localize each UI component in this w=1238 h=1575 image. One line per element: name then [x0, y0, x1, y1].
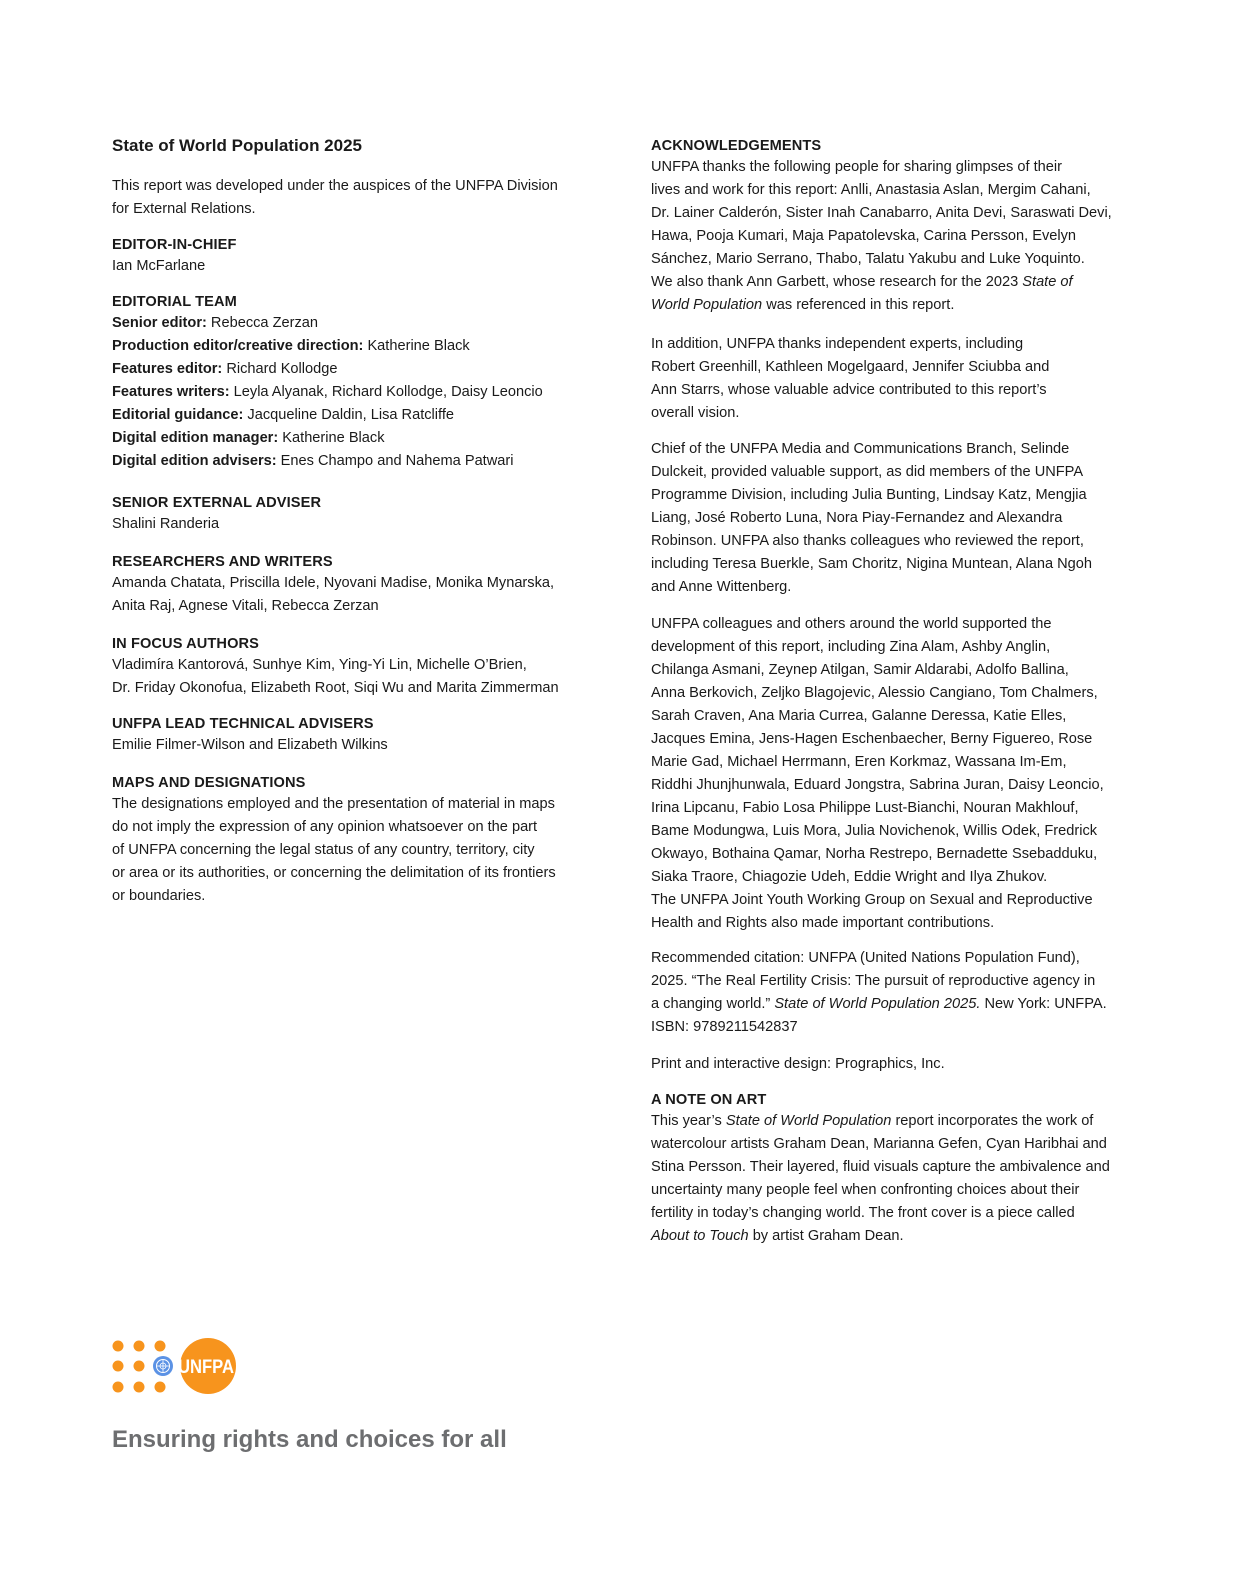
citation-line: Recommended citation: UNFPA (United Nations Population Fund),	[651, 950, 1080, 966]
colleagues-line: UNFPA colleagues and others around the world supported the	[651, 616, 1052, 632]
logo-dot	[155, 1341, 166, 1352]
logo-dot	[155, 1382, 166, 1393]
media-line: Robinson. UNFPA also thanks colleagues who reviewed the report,	[651, 533, 1084, 549]
citation-text: New York: UNFPA.	[980, 996, 1107, 1012]
experts-paragraph	[651, 333, 1151, 425]
section-heading: EDITOR-IN-CHIEF	[112, 237, 237, 253]
colleagues-line: Chilanga Asmani, Zeynep Atilgan, Samir Aldarabi, Adolfo Ballina,	[651, 662, 1069, 678]
logo-dot	[113, 1361, 124, 1372]
art-text: by artist Graham Dean.	[748, 1228, 904, 1244]
experts-line: overall vision.	[651, 405, 740, 421]
intro-line: for External Relations.	[112, 201, 256, 217]
citation-text: a changing world.”	[651, 996, 775, 1012]
colleagues-line: development of this report, including Zina Alam, Ashby Anglin,	[651, 639, 1051, 655]
role-value: Jacqueline Daldin, Lisa Ratcliffe	[243, 407, 455, 423]
ack-text: We also thank Ann Garbett, whose research for the 2023	[651, 274, 1023, 290]
acknowledgements-section	[651, 136, 1151, 317]
authors-line: Vladimíra Kantorová, Sunhye Kim, Ying-Yi Lin, Michelle O’Brien,	[112, 657, 527, 673]
ack-line	[651, 271, 1151, 294]
ack-italic-title: State of	[1022, 274, 1073, 290]
citation-italic-title: State of World Population 2025.	[774, 996, 981, 1012]
in-focus-authors-section	[112, 634, 612, 700]
role-value: Rebecca Zerzan	[206, 315, 319, 331]
role-label: Features writers:	[112, 384, 230, 400]
ack-text: was referenced in this report.	[762, 297, 955, 313]
ack-line: Hawa, Pooja Kumari, Maja Papatolevska, Carina Persson, Evelyn	[651, 228, 1077, 244]
maps-line: do not imply the expression of any opinion whatsoever on the part	[112, 819, 538, 835]
citation-line	[651, 993, 1151, 1016]
editor-in-chief-name: Ian McFarlane	[112, 258, 206, 274]
design-credit: Print and interactive design: Prographics, Inc.	[651, 1056, 945, 1072]
intro-line: This report was developed under the auspices of the UNFPA Division	[112, 178, 558, 194]
experts-line: Ann Starrs, whose valuable advice contributed to this report’s	[651, 382, 1047, 398]
logo-dot	[113, 1341, 124, 1352]
role-line	[112, 404, 612, 427]
maps-line: The designations employed and the presentation of material in maps	[112, 796, 555, 812]
citation-line: 2025. “The Real Fertility Crisis: The pursuit of reproductive agency in	[651, 973, 1096, 989]
ack-italic-title: World Population	[651, 297, 763, 313]
art-line: watercolour artists Graham Dean, Marianna Gefen, Cyan Haribhai and	[651, 1136, 1107, 1152]
unfpa-logo	[110, 1336, 240, 1396]
media-line: and Anne Wittenberg.	[651, 579, 792, 595]
section-heading: A NOTE ON ART	[651, 1092, 767, 1108]
art-line: uncertainty many people feel when confronting choices about their	[651, 1182, 1080, 1198]
section-heading: UNFPA LEAD TECHNICAL ADVISERS	[112, 716, 374, 732]
art-italic-title: About to Touch	[651, 1228, 749, 1244]
technical-advisers-section	[112, 714, 612, 757]
ack-line: lives and work for this report: Anlli, Anastasia Aslan, Mergim Cahani,	[651, 182, 1091, 198]
colleagues-line: Okwayo, Bothaina Qamar, Norha Restrepo, Bernadette Ssebadduku,	[651, 846, 1098, 862]
ack-line: UNFPA thanks the following people for sharing glimpses of their	[651, 159, 1062, 175]
maps-line: of UNFPA concerning the legal status of any country, territory, city	[112, 842, 535, 858]
role-line	[112, 312, 612, 335]
colleagues-line: Sarah Craven, Ana Maria Currea, Galanne Deressa, Katie Elles,	[651, 708, 1067, 724]
colleagues-line: Anna Berkovich, Zeljko Blagojevic, Alessio Cangiano, Tom Chalmers,	[651, 685, 1098, 701]
media-line: Liang, José Roberto Luna, Nora Piay-Fernandez and Alexandra	[651, 510, 1063, 526]
art-line	[651, 1110, 1151, 1133]
ack-line: Sánchez, Mario Serrano, Thabo, Talatu Yakubu and Luke Yoquinto.	[651, 251, 1085, 267]
ack-line: Dr. Lainer Calderón, Sister Inah Canabarro, Anita Devi, Saraswati Devi,	[651, 205, 1112, 221]
media-paragraph	[651, 438, 1151, 599]
section-heading: EDITORIAL TEAM	[112, 294, 237, 310]
art-text: report incorporates the work of	[891, 1113, 1094, 1129]
editor-in-chief-section	[112, 235, 612, 278]
colleagues-paragraph	[651, 613, 1151, 935]
section-heading: MAPS AND DESIGNATIONS	[112, 775, 306, 791]
role-value: Enes Champo and Nahema Patwari	[276, 453, 514, 469]
intro-paragraph	[112, 175, 612, 221]
media-line: Programme Division, including Julia Bunting, Lindsay Katz, Mengjia	[651, 487, 1087, 503]
editorial-team-section	[112, 292, 612, 473]
role-line	[112, 427, 612, 450]
tagline: Ensuring rights and choices for all	[112, 1426, 507, 1453]
art-line: Stina Persson. Their layered, fluid visuals capture the ambivalence and	[651, 1159, 1110, 1175]
logo-dot	[134, 1382, 145, 1393]
colleagues-line: Riddhi Jhunjhunwala, Eduard Jongstra, Sabrina Juran, Daisy Leoncio,	[651, 777, 1104, 793]
maps-designations-section	[112, 773, 612, 908]
role-line	[112, 381, 612, 404]
media-line: Chief of the UNFPA Media and Communications Branch, Selinde	[651, 441, 1070, 457]
ack-line	[651, 294, 1151, 317]
colleagues-line: Health and Rights also made important contributions.	[651, 915, 995, 931]
maps-line: or boundaries.	[112, 888, 206, 904]
role-label: Senior editor:	[112, 315, 207, 331]
role-label: Editorial guidance:	[112, 407, 244, 423]
logo-text: UNFPA	[178, 1357, 235, 1378]
role-line	[112, 335, 612, 358]
logo-dot	[134, 1341, 145, 1352]
researchers-section	[112, 552, 612, 618]
role-label: Digital edition manager:	[112, 430, 279, 446]
art-line: fertility in today’s changing world. The front cover is a piece called	[651, 1205, 1075, 1221]
role-label: Features editor:	[112, 361, 223, 377]
colleagues-line: The UNFPA Joint Youth Working Group on Sexual and Reproductive	[651, 892, 1093, 908]
experts-line: In addition, UNFPA thanks independent experts, including	[651, 336, 1024, 352]
logo-dot	[113, 1382, 124, 1393]
role-line	[112, 450, 612, 473]
report-title: State of World Population 2025	[112, 136, 362, 155]
senior-external-adviser-section	[112, 493, 612, 536]
isbn: ISBN: 9789211542837	[651, 1019, 798, 1035]
section-heading: RESEARCHERS AND WRITERS	[112, 554, 333, 570]
role-line	[112, 358, 612, 381]
media-line: including Teresa Buerkle, Sam Choritz, Nigina Muntean, Alana Ngoh	[651, 556, 1093, 572]
colleagues-line: Bame Modungwa, Luis Mora, Julia Novichenok, Willis Odek, Fredrick	[651, 823, 1098, 839]
note-on-art-section	[651, 1090, 1151, 1248]
adviser-name: Shalini Randeria	[112, 516, 220, 532]
art-line	[651, 1225, 1151, 1248]
un-emblem-icon	[153, 1356, 173, 1376]
researchers-line: Anita Raj, Agnese Vitali, Rebecca Zerzan	[112, 598, 379, 614]
role-label: Production editor/creative direction:	[112, 338, 364, 354]
role-label: Digital edition advisers:	[112, 453, 277, 469]
colleagues-line: Irina Lipcanu, Fabio Losa Philippe Lust-Bianchi, Nouran Makhlouf,	[651, 800, 1079, 816]
role-value: Richard Kollodge	[222, 361, 338, 377]
colleagues-line: Siaka Traore, Chiagozie Udeh, Eddie Wright and Ilya Zhukov.	[651, 869, 1048, 885]
role-value: Katherine Black	[278, 430, 385, 446]
media-line: Dulckeit, provided valuable support, as did members of the UNFPA	[651, 464, 1084, 480]
role-value: Katherine Black	[363, 338, 470, 354]
researchers-line: Amanda Chatata, Priscilla Idele, Nyovani Madise, Monika Mynarska,	[112, 575, 555, 591]
section-heading: SENIOR EXTERNAL ADVISER	[112, 495, 322, 511]
experts-line: Robert Greenhill, Kathleen Mogelgaard, Jennifer Sciubba and	[651, 359, 1050, 375]
logo-dot	[134, 1361, 145, 1372]
section-heading: ACKNOWLEDGEMENTS	[651, 138, 822, 154]
colleagues-line: Jacques Emina, Jens-Hagen Eschenbaecher, Berny Figuereo, Rose	[651, 731, 1093, 747]
role-value: Leyla Alyanak, Richard Kollodge, Daisy Leoncio	[229, 384, 543, 400]
section-heading: IN FOCUS AUTHORS	[112, 636, 259, 652]
authors-line: Dr. Friday Okonofua, Elizabeth Root, Siqi Wu and Marita Zimmerman	[112, 680, 559, 696]
colleagues-line: Marie Gad, Michael Herrmann, Eren Korkmaz, Wassana Im-Em,	[651, 754, 1067, 770]
citation-paragraph	[651, 947, 1151, 1039]
maps-line: or area or its authorities, or concerning the delimitation of its frontiers	[112, 865, 556, 881]
art-text: This year’s	[651, 1113, 726, 1129]
art-italic-title: State of World Population	[725, 1113, 892, 1129]
technical-advisers-names: Emilie Filmer-Wilson and Elizabeth Wilkins	[112, 737, 388, 753]
